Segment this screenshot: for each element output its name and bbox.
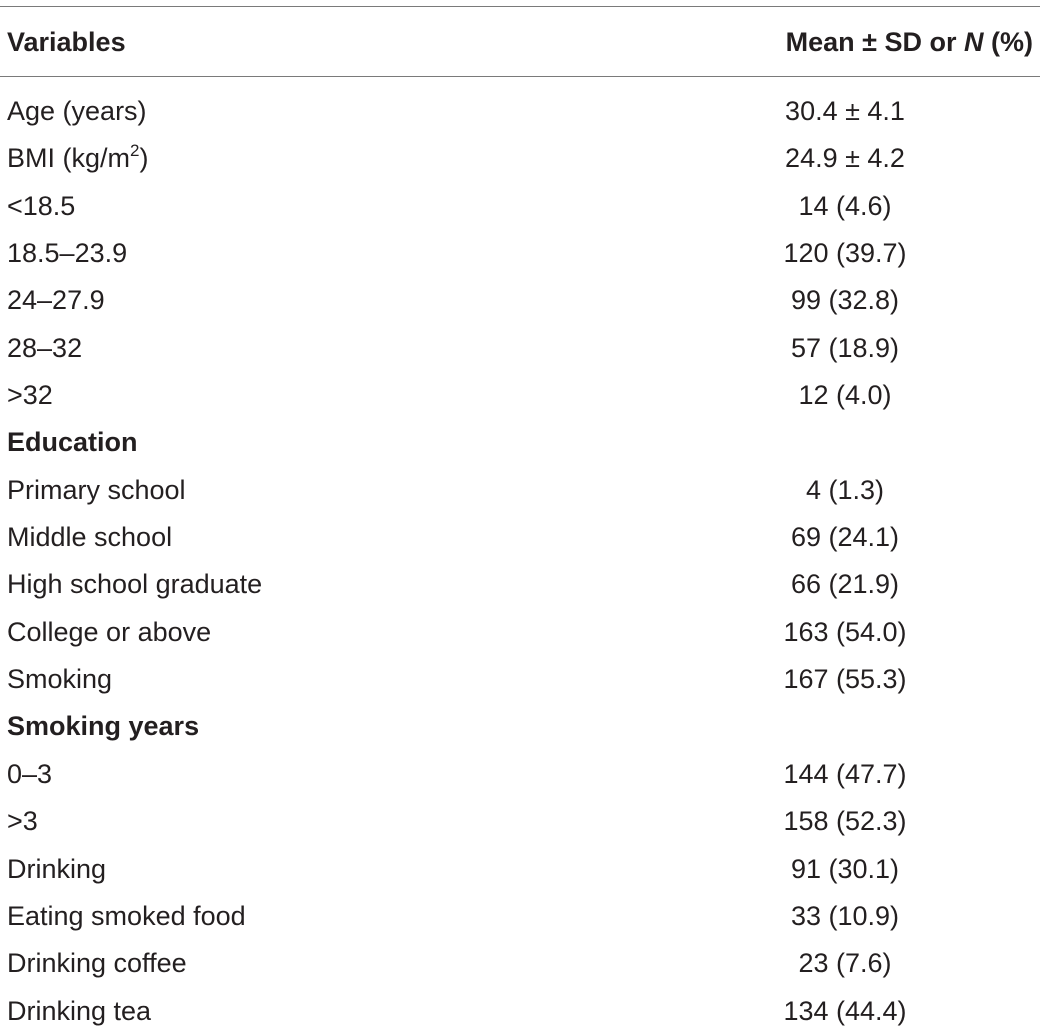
header-variables: Variables (7, 27, 126, 57)
variable-cell (7, 514, 172, 561)
value-cell: 99 (32.8) (790, 285, 900, 316)
variable-label: Primary school (7, 474, 186, 505)
variable-cell (7, 277, 105, 324)
value-cell: 12 (4.0) (798, 380, 892, 411)
variable-label: 18.5–23.9 (7, 238, 128, 269)
header-value-suffix: (%) (983, 27, 1033, 57)
variable-cell (7, 609, 211, 656)
value-cell: 134 (44.4) (783, 995, 907, 1026)
table-row (0, 514, 1040, 561)
variable-label: Drinking (7, 853, 107, 884)
value-cell: 24.9 ± 4.2 (785, 143, 905, 174)
table-body (0, 88, 1040, 1035)
value-cell: 144 (47.7) (783, 758, 907, 789)
value-cell: 4 (1.3) (805, 474, 885, 505)
variable-label-suffix: ) (139, 143, 149, 174)
table-top-rule (0, 6, 1040, 7)
variable-label: >3 (7, 806, 38, 837)
table-row (0, 609, 1040, 656)
value-cell: 57 (18.9) (790, 332, 900, 363)
table-header-row (0, 19, 1040, 65)
variable-label: >32 (7, 380, 53, 411)
section-label (7, 703, 199, 750)
value-cell: 69 (24.1) (790, 522, 900, 553)
variable-label: <18.5 (7, 190, 76, 221)
section-header-row (0, 703, 1040, 750)
variable-label: 24–27.9 (7, 285, 105, 316)
variable-cell (7, 467, 186, 514)
table-row (0, 325, 1040, 372)
table-row (0, 988, 1040, 1035)
table-row (0, 940, 1040, 987)
variable-label: Smoking (7, 664, 113, 695)
value-cell: 14 (4.6) (798, 190, 892, 221)
value-cell: 23 (7.6) (798, 948, 892, 979)
value-cell: 66 (21.9) (790, 569, 900, 600)
value-cell: 163 (54.0) (783, 616, 907, 647)
header-value-prefix: Mean ± SD or (785, 27, 964, 57)
variable-label: Age (years) (7, 96, 147, 126)
table-row (0, 893, 1040, 940)
value-cell: 30.4 ± 4.1 (785, 96, 905, 126)
table-row (0, 751, 1040, 798)
variable-cell (7, 88, 147, 135)
section-label (7, 419, 138, 466)
table-header-rule (0, 76, 1040, 77)
table-row (0, 277, 1040, 324)
variable-cell (7, 325, 82, 372)
table-row (0, 372, 1040, 419)
variable-label: Drinking tea (7, 995, 152, 1026)
table-row (0, 467, 1040, 514)
variable-label: Middle school (7, 522, 173, 553)
value-cell: 158 (52.3) (783, 806, 907, 837)
value-cell: 167 (55.3) (783, 664, 907, 695)
variable-label: 28–32 (7, 332, 83, 363)
variable-label: 0–3 (7, 758, 53, 789)
variable-cell (7, 940, 187, 987)
variable-label: Drinking coffee (7, 948, 187, 979)
variable-cell (7, 988, 151, 1035)
variable-cell (7, 183, 75, 230)
table-row (0, 183, 1040, 230)
variable-cell (7, 751, 52, 798)
header-value-italic: N (964, 27, 984, 57)
table-row (0, 798, 1040, 845)
variable-cell (7, 230, 127, 277)
variable-label: Eating smoked food (7, 900, 246, 931)
table-row (0, 656, 1040, 703)
variable-label: Smoking years (7, 711, 200, 742)
value-cell: 91 (30.1) (790, 853, 900, 884)
table-row (0, 846, 1040, 893)
variable-label: College or above (7, 616, 212, 647)
variable-label-superscript: 2 (130, 141, 140, 161)
table-row (0, 135, 1040, 182)
value-cell: 33 (10.9) (790, 900, 900, 931)
variable-cell (7, 846, 106, 893)
section-header-row (0, 419, 1040, 466)
variable-label: High school graduate (7, 569, 263, 600)
table-row (0, 561, 1040, 608)
variable-cell (7, 135, 148, 182)
variable-label: Education (7, 427, 138, 458)
variable-label: BMI (kg/m (7, 143, 131, 174)
variable-cell (7, 561, 262, 608)
header-value (786, 19, 1033, 65)
value-cell: 120 (39.7) (783, 238, 907, 269)
variable-cell (7, 656, 112, 703)
variable-cell (7, 372, 53, 419)
table-row (0, 88, 1040, 135)
variable-cell (7, 798, 38, 845)
table-row (0, 230, 1040, 277)
variable-cell (7, 893, 246, 940)
